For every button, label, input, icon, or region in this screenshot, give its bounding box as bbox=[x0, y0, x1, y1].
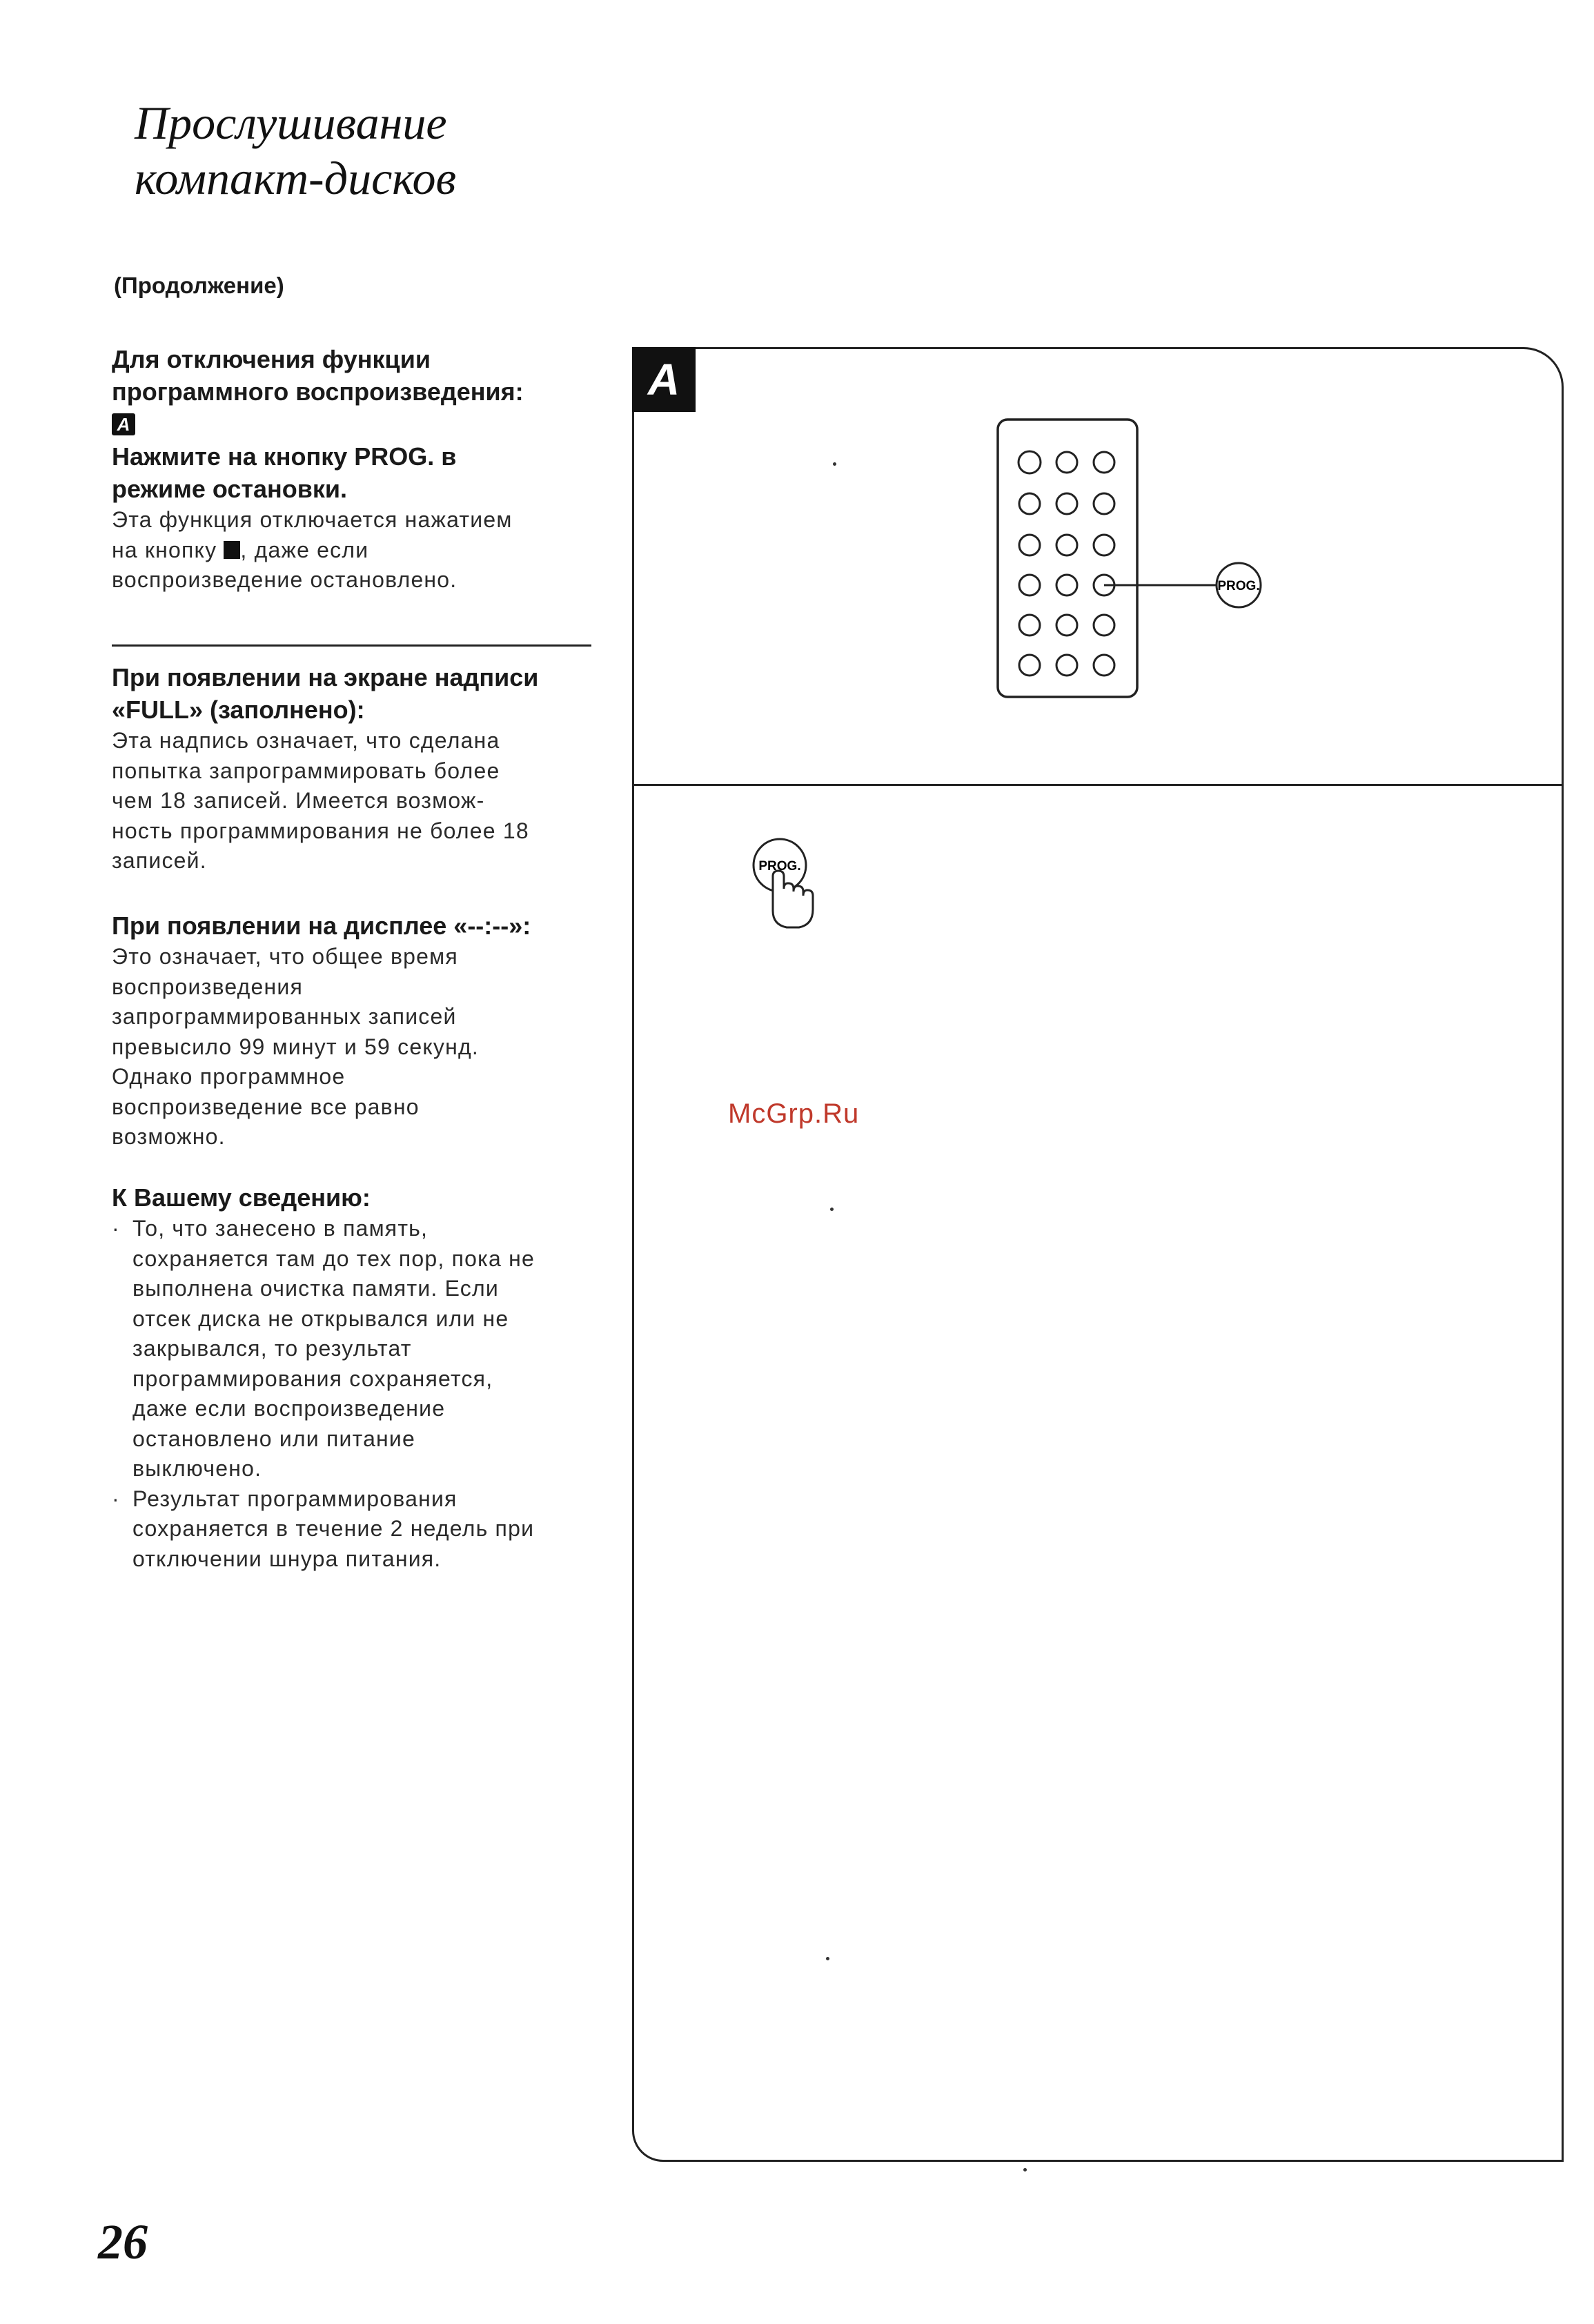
prog-button-label: PROG. bbox=[758, 859, 801, 874]
time-body-3: запрограммированных записей bbox=[112, 1004, 457, 1029]
info-b1-line: отсек диска не открывался или не bbox=[132, 1306, 509, 1331]
info-b2-line: Результат программирования bbox=[132, 1486, 457, 1511]
continued-label: (Продолжение) bbox=[114, 273, 284, 298]
cancel-heading-2: программного воспроизведения: bbox=[112, 377, 524, 406]
cancel-step-2: режиме остановки. bbox=[112, 475, 348, 503]
time-body-5: Однако программное bbox=[112, 1064, 346, 1089]
watermark: McGrp.Ru bbox=[728, 1099, 860, 1129]
info-b1-line: остановлено или питание bbox=[132, 1426, 416, 1451]
full-body-4: ность программирования не более 18 bbox=[112, 818, 529, 843]
time-heading: При появлении на дисплее «--:--»: bbox=[112, 912, 531, 940]
time-body-1: Это означает, что общее время bbox=[112, 944, 458, 969]
time-body-4: превысило 99 минут и 59 секунд. bbox=[112, 1034, 479, 1059]
info-b1-line: даже если воспроизведение bbox=[132, 1396, 446, 1421]
figure-panel-divider bbox=[632, 784, 1564, 786]
info-bullet-2 bbox=[112, 1484, 595, 1575]
section-full bbox=[112, 661, 595, 876]
scan-speck bbox=[830, 1208, 834, 1211]
full-body-5: записей. bbox=[112, 848, 207, 873]
cancel-body-2a: на кнопку bbox=[112, 537, 217, 562]
bullet-dot: · bbox=[112, 1486, 120, 1511]
remote-buttons bbox=[1019, 451, 1114, 676]
figure-letter: A bbox=[632, 347, 696, 412]
info-b1-line: выключено. bbox=[132, 1456, 262, 1481]
full-body-3: чем 18 записей. Имеется возмож- bbox=[112, 788, 485, 813]
full-body-2: попытка запрограммировать более bbox=[112, 758, 500, 783]
scan-speck bbox=[1023, 2168, 1027, 2172]
time-body-7: возможно. bbox=[112, 1124, 226, 1149]
info-bullet-1 bbox=[112, 1214, 595, 1484]
info-b1-line: сохраняется там до тех пор, пока не bbox=[132, 1245, 535, 1271]
stop-square-icon bbox=[224, 541, 240, 559]
info-b2-line: сохраняется в течение 2 недель при bbox=[132, 1516, 535, 1541]
time-body-6: воспроизведение все равно bbox=[112, 1094, 420, 1119]
cancel-body-2 bbox=[112, 535, 595, 566]
badge-row bbox=[112, 408, 595, 440]
section-time bbox=[112, 909, 595, 1152]
info-b2-line: отключении шнура питания. bbox=[132, 1546, 442, 1571]
info-b1-line: программирования сохраняется, bbox=[132, 1366, 493, 1391]
figure-ref-badge: A bbox=[112, 413, 135, 435]
full-heading-2: «FULL» (заполнено): bbox=[112, 696, 365, 724]
scan-speck bbox=[826, 1957, 829, 1960]
pointing-hand-icon bbox=[773, 871, 813, 927]
info-heading: К Вашему сведению: bbox=[112, 1183, 371, 1212]
info-b1-line: выполнена очистка памяти. Если bbox=[132, 1276, 499, 1301]
scan-speck bbox=[833, 462, 836, 466]
full-body-1: Эта надпись означает, что сделана bbox=[112, 728, 500, 753]
cancel-body-3: воспроизведение остановлено. bbox=[112, 567, 457, 592]
title-line-1: Прослушивание bbox=[135, 97, 447, 149]
bullet-dot: · bbox=[112, 1216, 120, 1241]
page-number: 26 bbox=[98, 2214, 148, 2269]
section-cancel bbox=[112, 343, 595, 595]
remote-control-illustration bbox=[987, 414, 1277, 704]
info-b1-line: закрывался, то результат bbox=[132, 1336, 412, 1361]
full-heading-1: При появлении на экране надписи bbox=[112, 663, 539, 691]
cancel-step-1: Нажмите на кнопку PROG. в bbox=[112, 442, 457, 471]
prog-callout-label: PROG. bbox=[1217, 579, 1260, 593]
section-info bbox=[112, 1181, 595, 1574]
cancel-body-1: Эта функция отключается нажатием bbox=[112, 507, 513, 532]
page-title bbox=[135, 95, 618, 206]
title-line-2: компакт-дисков bbox=[135, 152, 457, 204]
cancel-body-2b: , даже если bbox=[240, 537, 369, 562]
cancel-heading-1: Для отключения функции bbox=[112, 345, 431, 373]
prog-button-press-illustration bbox=[745, 835, 828, 938]
section-divider bbox=[112, 644, 591, 647]
info-b1-line: То, что занесено в память, bbox=[132, 1216, 429, 1241]
time-body-2: воспроизведения bbox=[112, 974, 303, 999]
